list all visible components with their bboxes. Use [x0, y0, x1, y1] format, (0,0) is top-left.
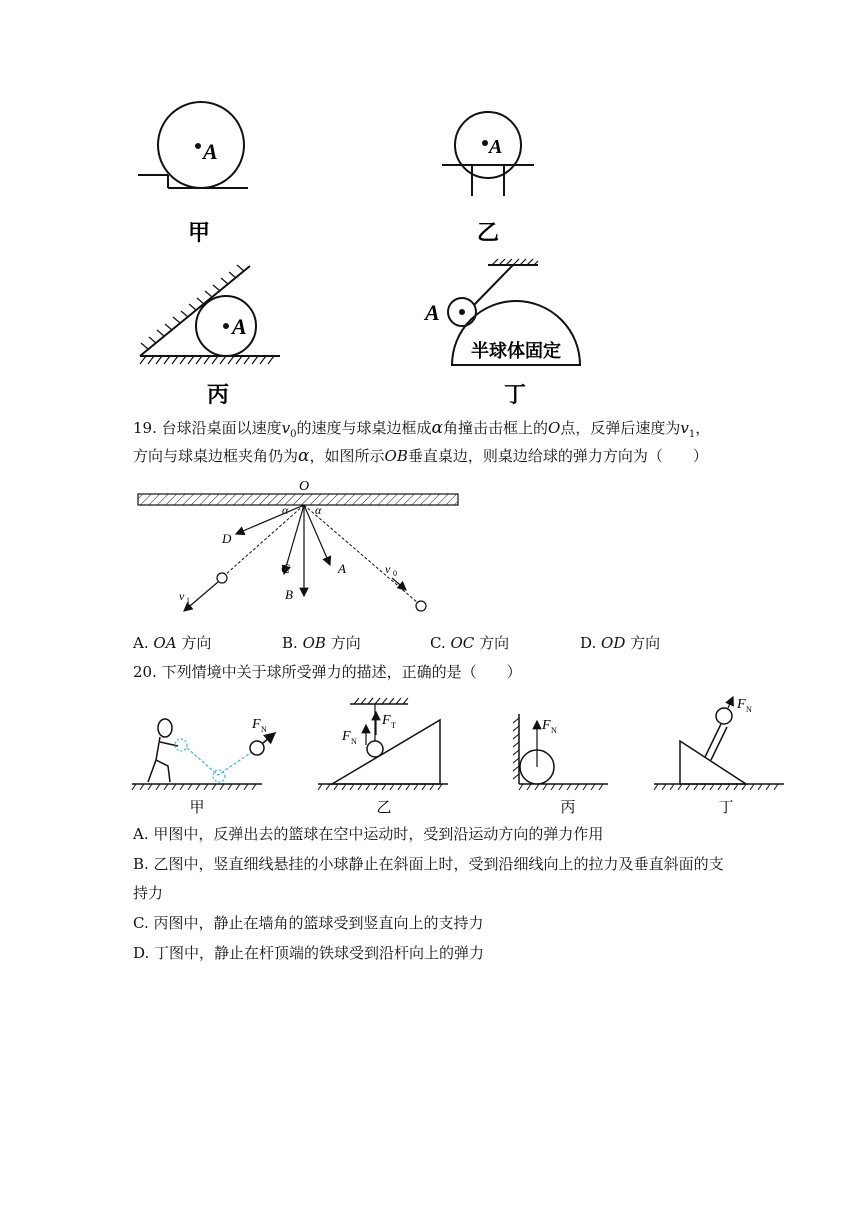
- label-a: A: [338, 561, 346, 576]
- label-ding: 丁: [503, 383, 527, 408]
- label-yi: 乙: [376, 800, 392, 816]
- label-v1: v: [179, 589, 185, 603]
- diagram-ding: [654, 697, 784, 816]
- label-b: B: [285, 587, 293, 602]
- svg-text:1: 1: [186, 596, 190, 605]
- svg-text:F: F: [252, 717, 261, 732]
- point-label-a: A: [232, 314, 247, 339]
- q20-option-c[interactable]: C. 丙图中，静止在墙角的篮球受到竖直向上的支持力: [133, 914, 484, 932]
- svg-text:T: T: [391, 721, 396, 730]
- label-bing: 丙: [206, 383, 230, 408]
- label-c: C: [281, 561, 290, 576]
- diagram-bing: [513, 714, 608, 816]
- diagram-ding: [423, 259, 580, 365]
- q19-option-a[interactable]: A. OA 方向: [133, 634, 212, 652]
- q19-line2: 方向与球桌边框夹角仍为α，如图所示OB垂直桌边，则桌边给球的弹力方向为（ ）: [133, 446, 708, 466]
- label-o: O: [298, 479, 310, 494]
- svg-text:F: F: [342, 729, 351, 744]
- alpha-left: α: [282, 503, 289, 517]
- label-v0: v: [385, 562, 391, 576]
- alpha-right: α: [315, 503, 322, 517]
- point-label-a: A: [425, 300, 440, 325]
- q20-option-b-cont: 持力: [133, 884, 164, 902]
- point-label-a: A: [489, 136, 503, 158]
- svg-text:F: F: [737, 697, 746, 712]
- svg-text:F: F: [542, 718, 551, 733]
- figure-q18: [120, 90, 600, 410]
- diagram-jia: [138, 102, 248, 188]
- q20-option-a[interactable]: A. 甲图中，反弹出去的篮球在空中运动时，受到沿运动方向的弹力作用: [133, 825, 604, 843]
- diagram-jia: [132, 717, 275, 816]
- q20-option-b[interactable]: B. 乙图中，竖直细线悬挂的小球静止在斜面上时，受到沿细线向上的拉力及垂直斜面的支: [133, 855, 724, 873]
- diagram-yi: [442, 112, 534, 196]
- svg-text:F: F: [382, 713, 391, 728]
- diagram-bing: [140, 265, 280, 364]
- label-ding: 丁: [718, 800, 734, 816]
- q19-line1: 19. 台球沿桌面以速度$v_0$的速度与球桌边框成α角撞击击框上的O点，反弹后速度为$v_1$，: [133, 418, 711, 440]
- hemisphere-label: 半球体固定: [471, 341, 561, 362]
- label-d: D: [222, 531, 232, 546]
- q19-option-d[interactable]: D. OD 方向: [580, 634, 661, 652]
- figure-q20: [128, 690, 788, 820]
- svg-text:0: 0: [393, 569, 397, 578]
- diagram-yi: [318, 698, 448, 816]
- label-jia: 甲: [189, 800, 205, 816]
- q20-option-d[interactable]: D. 丁图中，静止在杆顶端的铁球受到沿杆向上的弹力: [133, 944, 485, 962]
- svg-text:N: N: [261, 725, 267, 734]
- point-label-a: A: [203, 139, 218, 164]
- q19-option-b[interactable]: B. OB 方向: [282, 634, 361, 652]
- question-number: 20.: [133, 663, 157, 681]
- figure-q19: [130, 474, 470, 614]
- svg-text:N: N: [746, 705, 752, 714]
- q20-stem: 20. 下列情境中关于球所受弹力的描述，正确的是（ ）: [133, 663, 522, 681]
- label-jia: 甲: [187, 221, 211, 246]
- question-number: 19.: [133, 419, 157, 437]
- q19-option-c[interactable]: C. OC 方向: [430, 634, 510, 652]
- label-yi: 乙: [476, 221, 500, 246]
- label-bing: 丙: [560, 800, 576, 816]
- svg-text:N: N: [551, 726, 557, 735]
- svg-text:N: N: [351, 737, 357, 746]
